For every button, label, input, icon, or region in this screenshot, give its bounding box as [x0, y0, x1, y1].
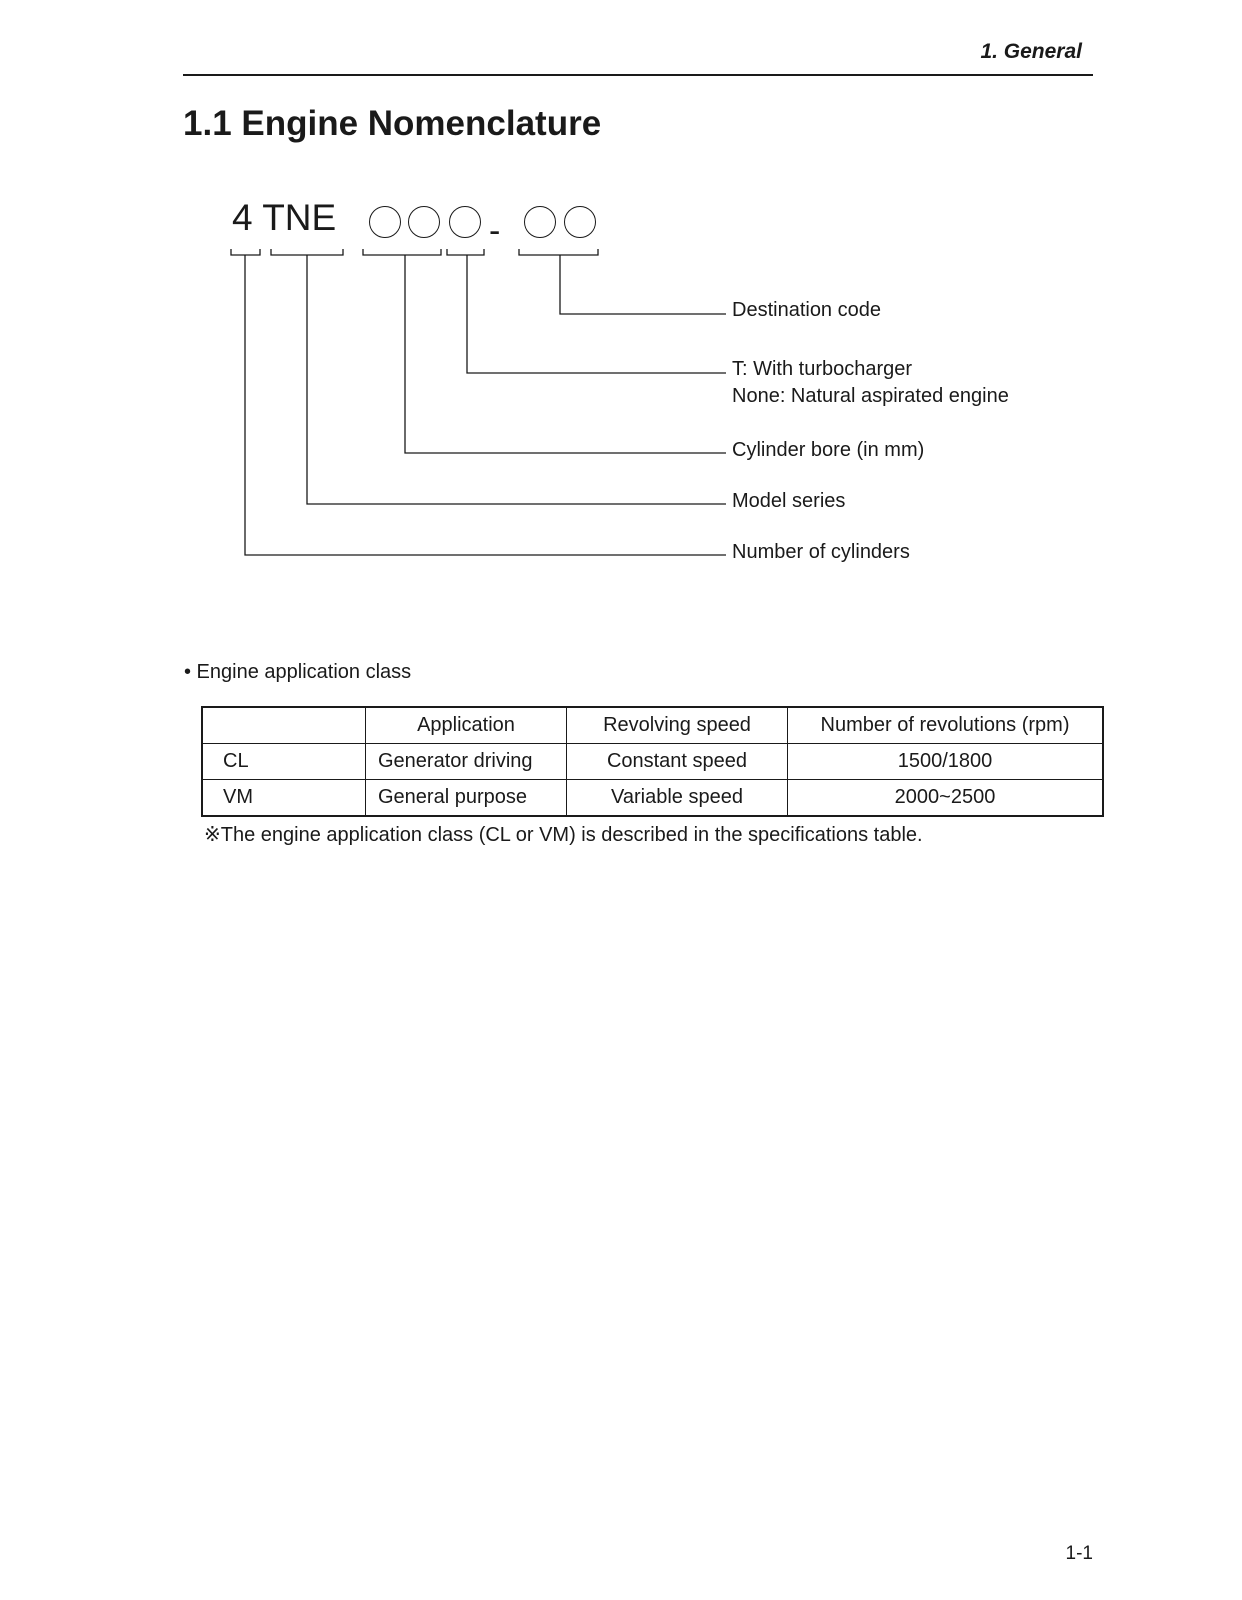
leader-bore	[405, 255, 726, 453]
table-header-cell	[202, 707, 366, 744]
table-row	[202, 744, 1103, 780]
bracket-series	[271, 249, 343, 255]
table-cell: Variable speed	[567, 780, 788, 817]
label-cylinder-bore: Cylinder bore (in mm)	[732, 439, 925, 461]
table-row	[202, 780, 1103, 817]
application-class-table	[201, 706, 1104, 817]
table-cell: CL	[202, 744, 366, 780]
label-number-of-cylinders: Number of cylinders	[732, 541, 910, 563]
nomenclature-diagram	[0, 0, 1242, 620]
leader-destination	[560, 255, 726, 314]
model-dash: -	[489, 212, 501, 250]
leader-cylinders	[245, 255, 726, 555]
label-destination-code: Destination code	[732, 299, 881, 321]
table-cell: 1500/1800	[788, 744, 1104, 780]
label-turbocharger: T: With turbocharger	[732, 358, 913, 380]
table-cell: Generator driving	[366, 744, 567, 780]
bracket-turbo	[447, 249, 484, 255]
bracket-bore	[363, 249, 441, 255]
model-code: 4 TNE	[232, 197, 337, 238]
table-header-row	[202, 707, 1103, 744]
label-model-series: Model series	[732, 490, 846, 512]
table-cell: Constant speed	[567, 744, 788, 780]
bracket-destination	[519, 249, 598, 255]
application-class-heading: • Engine application class	[184, 661, 412, 683]
table-header-cell: Revolving speed	[567, 707, 788, 744]
table-footnote: ※The engine application class (CL or VM) is described in the specifications table.	[204, 824, 923, 846]
label-natural-aspirated: None: Natural aspirated engine	[732, 385, 1009, 407]
section-title: 1.1 Engine Nomenclature	[183, 104, 602, 143]
chapter-title: 1. General	[980, 40, 1082, 63]
table-cell: General purpose	[366, 780, 567, 817]
leader-series	[307, 255, 726, 504]
page-number: 1-1	[1065, 1543, 1093, 1564]
table-cell: VM	[202, 780, 366, 817]
table-header-cell: Application	[366, 707, 567, 744]
table-header-cell: Number of revolutions (rpm)	[788, 707, 1104, 744]
bracket-cylinders	[231, 249, 260, 255]
leader-lines	[0, 0, 1242, 620]
table-cell: 2000~2500	[788, 780, 1104, 817]
